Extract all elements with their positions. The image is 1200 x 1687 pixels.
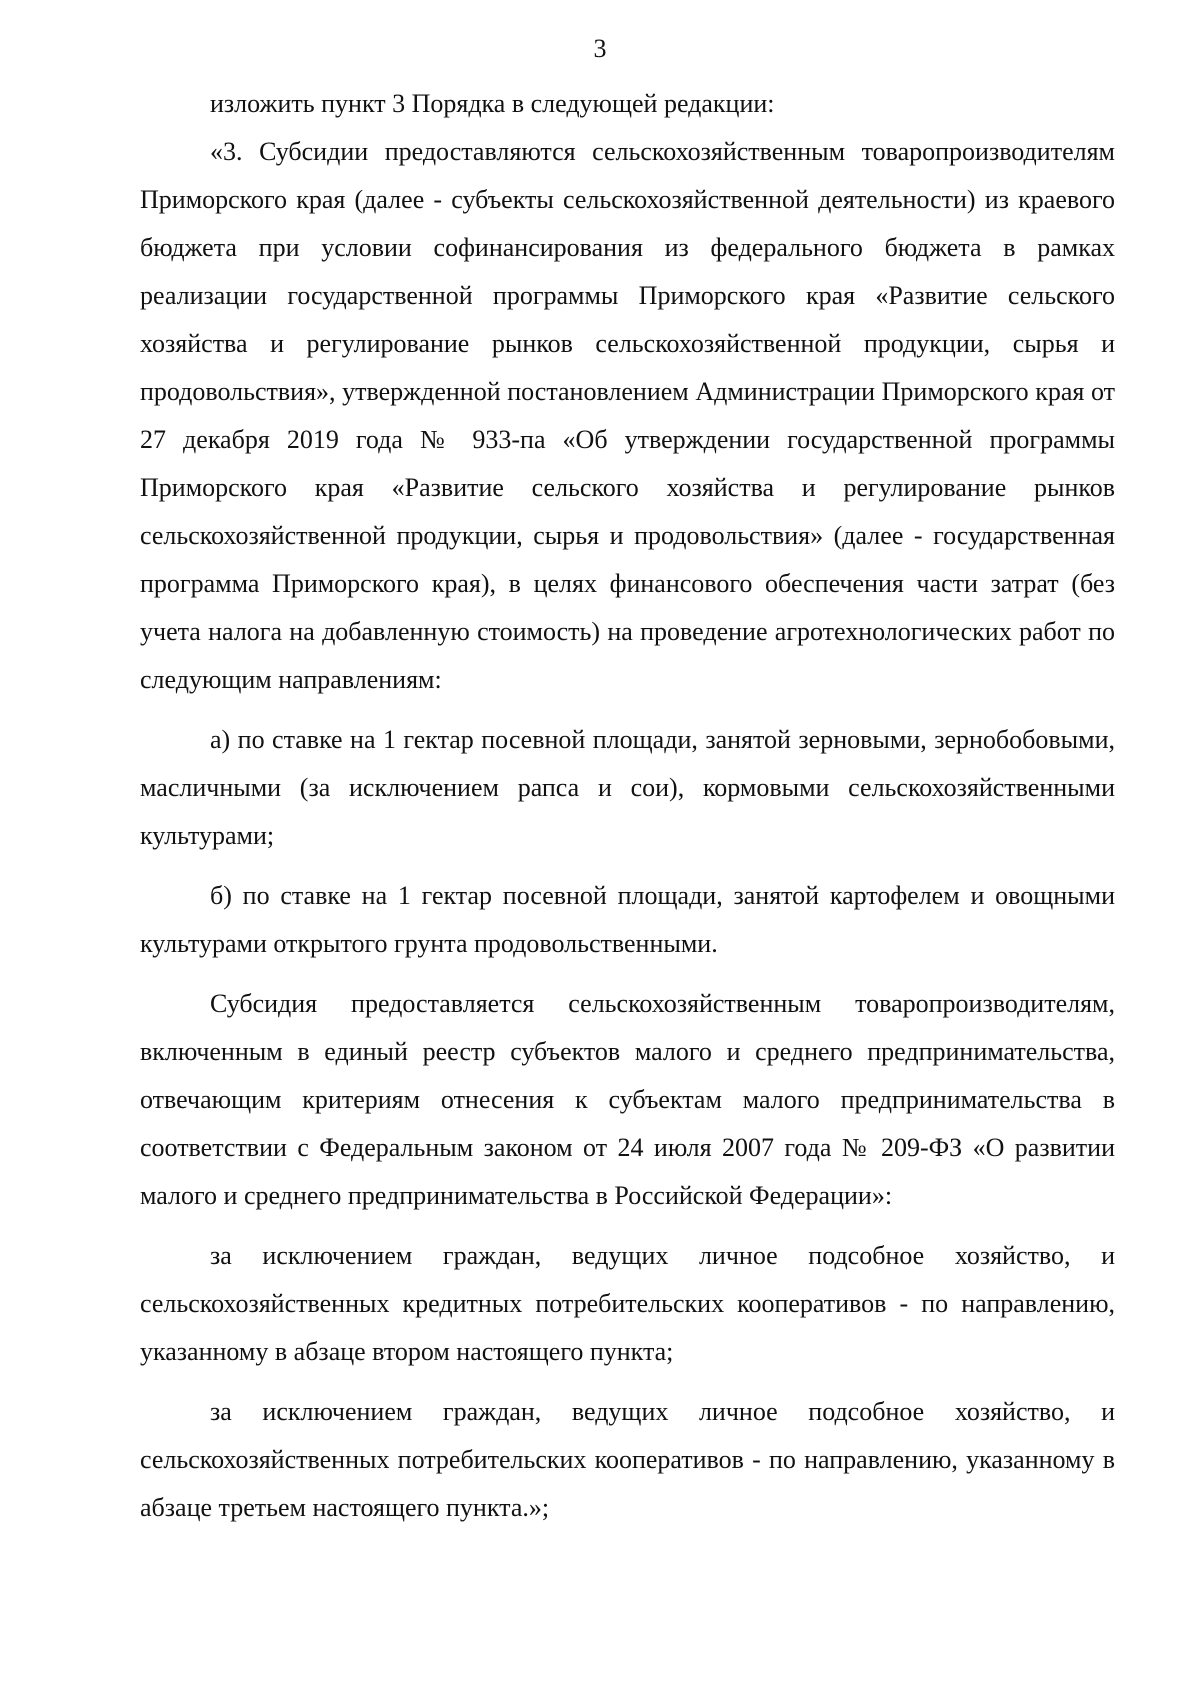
paragraph-intro: изложить пункт 3 Порядка в следующей редакции: [210,89,775,118]
paragraph-subsidy-recipients: Субсидия предоставляется сельскохозяйственным товаропроизводителям, включенным в единый реестр субъектов малого и среднего предпринимательства, отвечающим критериям отнесения к субъектам малого предпринимательства в соответствии с Федеральным законом от 24 июля 2007 года № 209-ФЗ «О развитии малого и среднего предпринимательства в Российской Федерации»: [140,989,1115,1210]
document-body [140,80,1115,1532]
paragraph-item-3: «3. Субсидии предоставляются сельскохозяйственным товаропроизводителям Приморского края (далее - субъекты сельскохозяйственной деятельности) из краевого бюджета при условии софинансирования из федерального бюджета в рамках реализации государственной программы Приморского края «Развитие сельского хозяйства и регулирование рынков сельскохозяйственной продукции, сырья и продовольствия», утвержденной постановлением Администрации Приморского края от 27 декабря 2019 года № 933-па «Об утверждении государственной программы Приморского края «Развитие сельского хозяйства и регулирование рынков сельскохозяйственной продукции, сырья и продовольствия» (далее - государственная программа Приморского края), в целях финансового обеспечения части затрат (без учета налога на добавленную стоимость) на проведение агротехнологических работ по следующим направлениям: [140,137,1115,694]
paragraph-subitem-b: б) по ставке на 1 гектар посевной площади, занятой картофелем и овощными культурами открытого грунта продовольственными. [140,881,1115,958]
page-number: 3 [593,34,607,63]
paragraph-exception-2: за исключением граждан, ведущих личное подсобное хозяйство, и сельскохозяйственных потребительских кооперативов - по направлению, указанному в абзаце третьем настоящего пункта.»; [140,1397,1115,1522]
paragraph-subitem-a: а) по ставке на 1 гектар посевной площади, занятой зерновыми, зернобобовыми, масличными (за исключением рапса и сои), кормовыми сельскохозяйственными культурами; [140,725,1115,850]
paragraph-exception-1: за исключением граждан, ведущих личное подсобное хозяйство, и сельскохозяйственных кредитных потребительских кооперативов - по направлению, указанному в абзаце втором настоящего пункта; [140,1241,1115,1366]
